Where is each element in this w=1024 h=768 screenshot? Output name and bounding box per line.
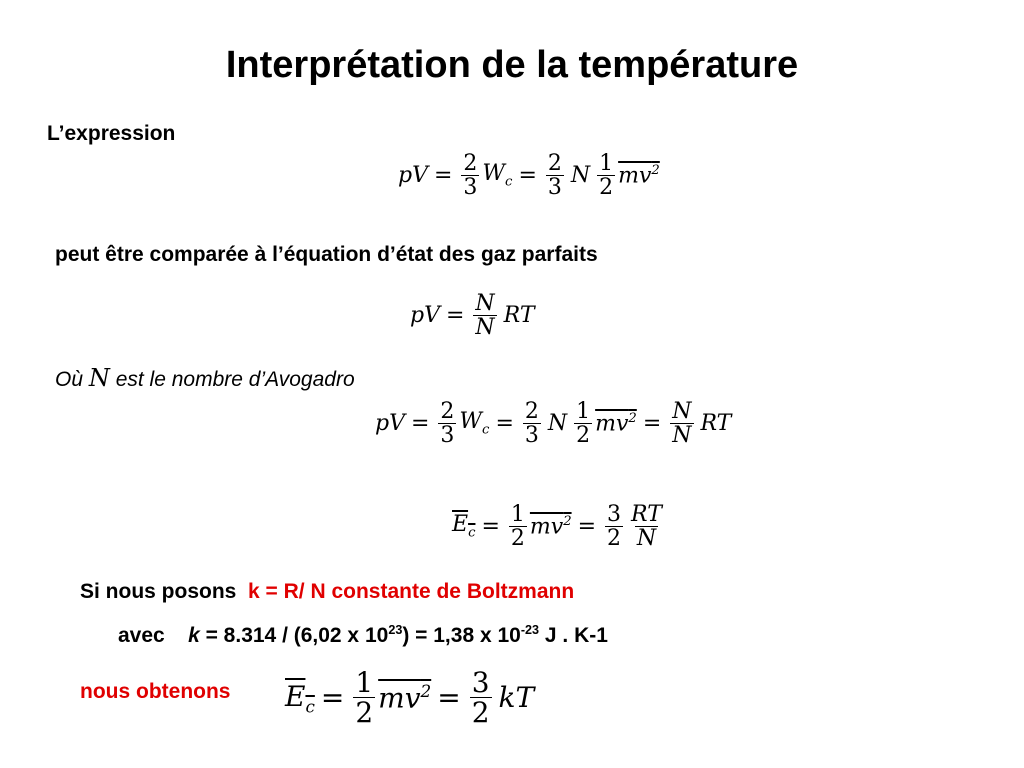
avogadro-text: Où N est le nombre d’Avogadro [55, 364, 355, 392]
boltzmann-definition: k = R/ N constante de Boltzmann [248, 580, 575, 603]
equation-combined: pV = $\frac{2}{3}$ $W_c$ = $\frac{2}{3}$ N $\frac{1}{2}$ $mv^2$ = $\frac{N}{N}$ RT [375, 399, 732, 449]
boltzmann-line: Si nous posons k = R/ N constante de Boltzmann [80, 580, 575, 603]
compare-text: peut être comparée à l’équation d’état des gaz parfaits [55, 243, 598, 266]
page-title: Interprétation de la température [225, 44, 799, 86]
intro-text: L’expression [47, 122, 176, 145]
result-text: nous obtenons [80, 680, 231, 703]
fraction-two-thirds: $\frac{2}{3}$ [463, 151, 478, 201]
equation-kinetic: pV = $\frac{2}{3}$ $W_c$ = $\frac{2}{3}$ N $\frac{1}{2}$ $mv^2$ [398, 151, 660, 201]
equation-ideal-gas: pV = $\frac{N}{N}$ RT [410, 291, 535, 341]
equation-final: $E_c$ = $\frac{1}{2}$ $mv^2$ = $\frac{3}{2}$ kT [285, 666, 535, 730]
eq-pv: pV [398, 163, 428, 189]
equation-kinetic-energy: $E_c$ = $\frac{1}{2}$ $mv^2$ = $\frac{3}{2}$ $\frac{RT}{N}$ [452, 502, 662, 552]
boltzmann-value-line: avec k = 8.314 / (6,02 x $10^{23}) = 1,38$ x $10^{-23}$ J . K-1 [118, 623, 608, 647]
